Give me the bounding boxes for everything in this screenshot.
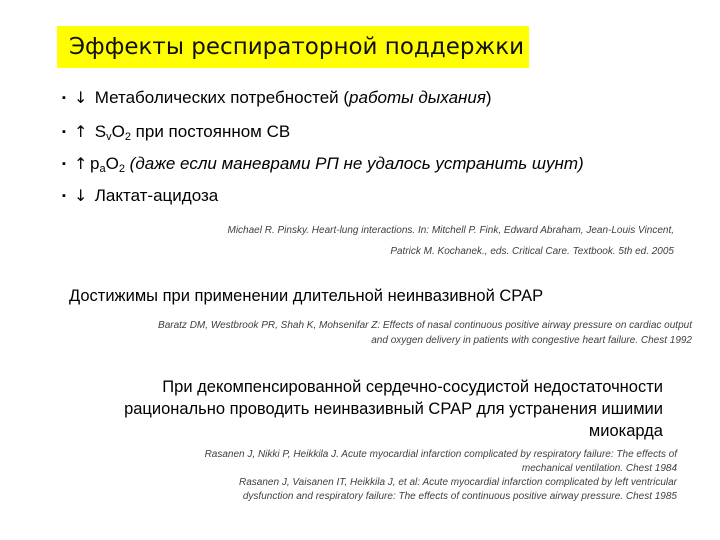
bullet-mark: ▪ bbox=[62, 190, 66, 202]
citation-3-line-4: dysfunction and respiratory failure: The effects of continuous positive airway pressure. Chest 1985 bbox=[242, 491, 677, 502]
heading-cpap: Достижимы при применении длительной неинвазивной CPAP bbox=[69, 287, 544, 305]
title-banner bbox=[57, 26, 529, 68]
bullet-item bbox=[62, 122, 290, 147]
citation-3-line-1: Rasanen J, Nikki P, Heikkila J. Acute myocardial infarction complicated by respiratory failure: The effects of bbox=[204, 449, 677, 460]
bullet-text: ) bbox=[485, 88, 492, 107]
bullet-text: p bbox=[90, 154, 100, 173]
slide-title: Эффекты респираторной поддержки bbox=[69, 34, 525, 60]
arrow-up-icon: ↑ bbox=[74, 122, 88, 141]
arrow-up-icon: ↑ bbox=[74, 154, 88, 173]
bullet-text: при постоянном СВ bbox=[130, 122, 291, 141]
subscript: 2 bbox=[124, 131, 131, 143]
subscript: 2 bbox=[118, 163, 125, 175]
bullet-text-italic: работы дыхания bbox=[349, 88, 486, 107]
arrow-down-icon: ↓ bbox=[74, 88, 88, 107]
bullet-mark: ▪ bbox=[62, 158, 66, 170]
citation-2-line-1: Baratz DM, Westbrook PR, Shah K, Mohsenifar Z: Effects of nasal continuous positive airway pressure on cardiac output bbox=[158, 320, 692, 331]
bullet-mark: ▪ bbox=[62, 126, 66, 138]
bullet-text: Лактат-ацидоза bbox=[94, 186, 219, 205]
citation-2-line-2: and oxygen delivery in patients with congestive heart failure. Chest 1992 bbox=[371, 335, 692, 346]
bullet-item bbox=[62, 88, 492, 108]
citation-1-line-2: Patrick M. Kochanek., eds. Critical Care. Textbook. 5th ed. 2005 bbox=[390, 246, 674, 257]
bullet-mark: ▪ bbox=[62, 92, 66, 104]
heading-2-line-2: рационально проводить неинвазивный CPAP для устранения ишимии bbox=[124, 400, 663, 418]
bullet-item bbox=[62, 154, 584, 179]
bullet-text: S bbox=[94, 122, 107, 141]
citation-1-line-1: Michael R. Pinsky. Heart-lung interactions. In: Mitchell P. Fink, Edward Abraham, Jean-Louis Vincent, bbox=[227, 225, 674, 236]
bullet-text: O bbox=[111, 122, 125, 141]
heading-2-line-3: миокарда bbox=[588, 422, 663, 440]
bullet-item bbox=[62, 186, 218, 206]
citation-3-line-2: mechanical ventilation. Chest 1984 bbox=[521, 463, 677, 474]
subscript: a bbox=[99, 163, 106, 175]
heading-2-line-1: При декомпенсированной сердечно-сосудистой недостаточности bbox=[162, 378, 663, 396]
citation-3-line-3: Rasanen J, Vaisanen IT, Heikkila J, et al: Acute myocardial infarction complicated by left ventricular bbox=[239, 477, 677, 488]
subscript: v bbox=[106, 131, 112, 143]
bullet-text: O bbox=[105, 154, 119, 173]
arrow-down-icon: ↓ bbox=[74, 186, 88, 205]
bullet-text-italic: (даже если маневрами РП не удалось устранить шунт) bbox=[124, 154, 584, 173]
bullet-text: Метаболических потребностей ( bbox=[94, 88, 350, 107]
